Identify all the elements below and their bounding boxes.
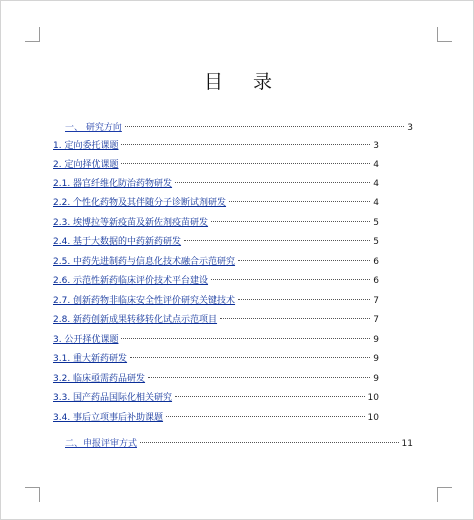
toc-entry-label[interactable]: 3.1. 重大新药研发 bbox=[53, 354, 128, 364]
toc-entry[interactable] bbox=[53, 371, 379, 387]
toc-dot-leader bbox=[238, 299, 370, 300]
toc-entry[interactable] bbox=[53, 157, 379, 173]
toc-page-number: 7 bbox=[373, 296, 379, 306]
toc-entry-label[interactable]: 2.8. 新药创新成果转移转化试点示范项目 bbox=[53, 315, 218, 325]
toc-entry-label[interactable]: 2.5. 中药先进制药与信息化技术融合示范研究 bbox=[53, 257, 236, 267]
toc-entry-label[interactable]: 1. 定向委托课题 bbox=[53, 141, 119, 151]
toc-dot-leader bbox=[121, 338, 370, 339]
toc-entry-label[interactable]: 一、 研究方向 bbox=[65, 123, 122, 133]
toc-entry-label[interactable]: 2.3. 埃博拉等新疫苗及新佐剂疫苗研发 bbox=[53, 218, 209, 228]
toc-page-number: 4 bbox=[373, 160, 379, 170]
toc-entry[interactable] bbox=[53, 390, 379, 406]
toc-entry[interactable] bbox=[53, 215, 379, 231]
toc-entry[interactable] bbox=[65, 436, 413, 452]
toc-dot-leader bbox=[140, 442, 399, 443]
toc-dot-leader bbox=[175, 396, 365, 397]
page-title: 目 录 bbox=[203, 71, 285, 93]
toc-dot-leader bbox=[166, 416, 365, 417]
toc-page-number: 10 bbox=[367, 413, 379, 423]
toc-dot-leader bbox=[229, 201, 370, 202]
toc-entry[interactable] bbox=[53, 138, 379, 154]
toc-page-number: 11 bbox=[401, 439, 413, 449]
crop-mark-top-left bbox=[25, 27, 40, 42]
crop-mark-bottom-right bbox=[437, 487, 452, 502]
toc-entry-label[interactable]: 2.4. 基于大数据的中药新药研发 bbox=[53, 237, 182, 247]
toc-entry-label[interactable]: 2.1. 器官纤维化防治药物研发 bbox=[53, 179, 173, 189]
toc-entry[interactable] bbox=[53, 254, 379, 270]
toc-page-number: 9 bbox=[373, 335, 379, 345]
toc-entry-label[interactable]: 3.4. 事后立项事后补助课题 bbox=[53, 413, 164, 423]
toc-dot-leader bbox=[125, 126, 404, 127]
toc-page-number: 10 bbox=[367, 393, 379, 403]
toc-entry[interactable] bbox=[53, 176, 379, 192]
toc-page-number: 9 bbox=[373, 374, 379, 384]
toc-entry[interactable] bbox=[53, 410, 379, 426]
toc-dot-leader bbox=[211, 279, 370, 280]
toc-page-number: 9 bbox=[373, 354, 379, 364]
toc-dot-leader bbox=[175, 182, 370, 183]
toc-page-number: 4 bbox=[373, 179, 379, 189]
toc-entry[interactable] bbox=[53, 234, 379, 250]
toc-entry[interactable] bbox=[53, 312, 379, 328]
toc-page-number: 3 bbox=[407, 123, 413, 133]
toc-entry-label[interactable]: 3.3. 国产药品国际化相关研究 bbox=[53, 393, 173, 403]
toc-entry-label[interactable]: 2.2. 个性化药物及其伴随分子诊断试剂研发 bbox=[53, 198, 227, 208]
toc-entry[interactable] bbox=[53, 293, 379, 309]
toc-entry[interactable] bbox=[53, 273, 379, 289]
toc-entry-label[interactable]: 2.6. 示范性新药临床评价技术平台建设 bbox=[53, 276, 209, 286]
toc-entry-label[interactable]: 二、申报评审方式 bbox=[65, 439, 138, 449]
toc-entry[interactable] bbox=[53, 351, 379, 367]
crop-mark-top-right bbox=[437, 27, 452, 42]
toc-dot-leader bbox=[211, 221, 370, 222]
toc-page-number: 6 bbox=[373, 276, 379, 286]
toc-page-number: 5 bbox=[373, 218, 379, 228]
toc-entry[interactable] bbox=[53, 332, 379, 348]
toc-entry[interactable] bbox=[53, 195, 379, 211]
toc-dot-leader bbox=[148, 377, 370, 378]
toc-page-number: 4 bbox=[373, 198, 379, 208]
toc-dot-leader bbox=[121, 163, 370, 164]
toc-dot-leader bbox=[220, 318, 370, 319]
toc-entry-label[interactable]: 2.7. 创新药物非临床安全性评价研究关键技术 bbox=[53, 296, 236, 306]
toc-page-number: 7 bbox=[373, 315, 379, 325]
toc-dot-leader bbox=[130, 357, 370, 358]
toc-dot-leader bbox=[238, 260, 370, 261]
toc-entry-label[interactable]: 2. 定向择优课题 bbox=[53, 160, 119, 170]
toc-dot-leader bbox=[184, 240, 370, 241]
toc-dot-leader bbox=[121, 144, 370, 145]
toc-page-number: 3 bbox=[373, 141, 379, 151]
toc-entry-label[interactable]: 3.2. 临床亟需药品研发 bbox=[53, 374, 146, 384]
crop-mark-bottom-left bbox=[25, 487, 40, 502]
toc-entry[interactable] bbox=[65, 120, 413, 136]
toc-page-number: 5 bbox=[373, 237, 379, 247]
toc-page-number: 6 bbox=[373, 257, 379, 267]
toc-entry-label[interactable]: 3. 公开择优课题 bbox=[53, 335, 119, 345]
